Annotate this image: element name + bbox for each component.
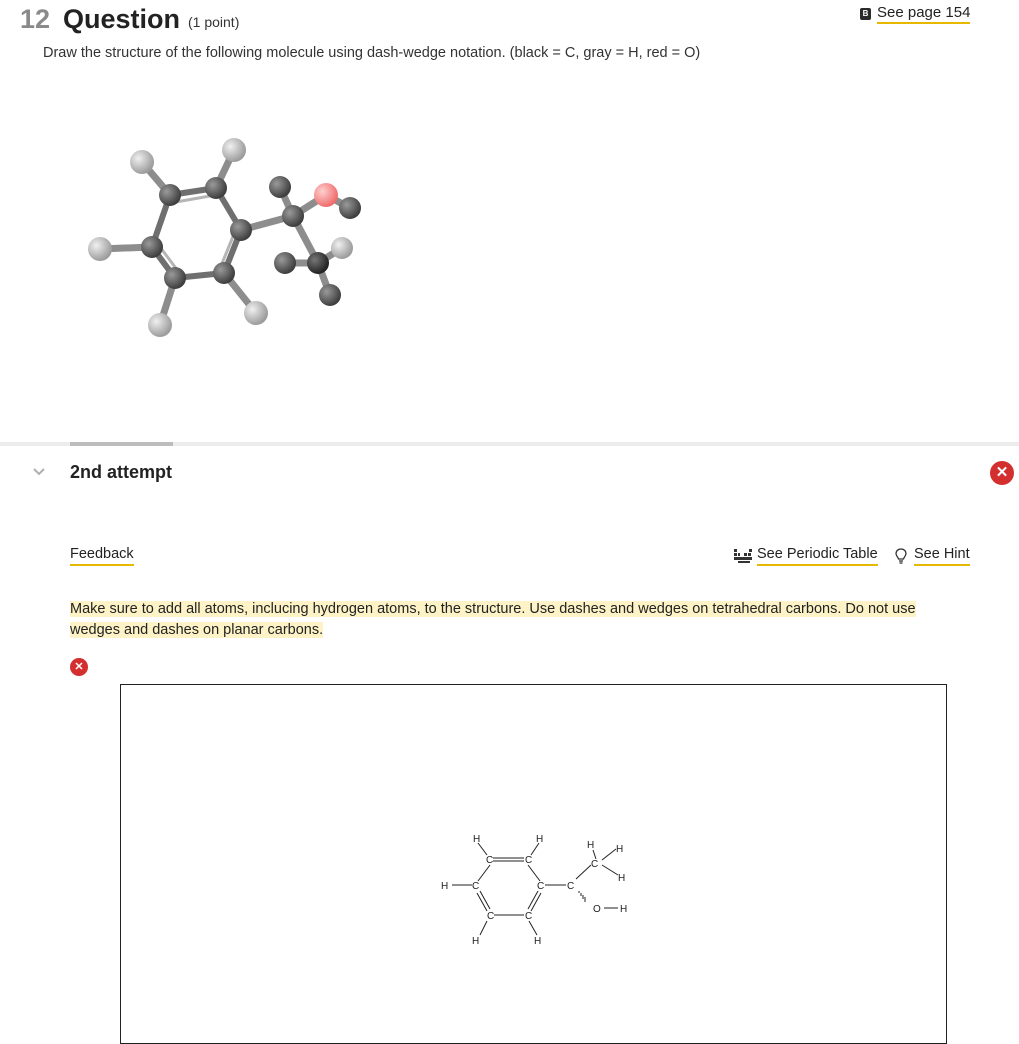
see-hint-link[interactable] [895,546,970,566]
atom-label: C [487,911,495,922]
question-points: (1 point) [188,14,240,30]
atom-label: H [587,840,595,851]
atom-label: H [472,936,480,947]
x-circle-icon: ✕ [990,461,1014,485]
atom-label: H [441,881,449,892]
question-number: 12 [20,4,51,34]
attempt-tab-indicator [70,442,173,446]
periodic-table-icon [734,549,752,563]
atom-label: C [525,855,533,866]
atom-label: C [591,859,599,870]
feedback-link[interactable]: Feedback [70,546,134,566]
atom-label: H [618,873,626,884]
see-periodic-table-link[interactable] [734,546,878,566]
hint-label[interactable]: See Hint [914,546,970,566]
atom-label: H [534,936,542,947]
chevron-down-icon[interactable] [30,462,48,480]
attempt-label[interactable]: 2nd attempt [70,462,173,482]
feedback-message-text: Make sure to add all atoms, inclucing hydrogen atoms, to the structure. Use dashes and wedges on tetrahedral carbons. Do not use wedges and dashes on planar carbons. [70,601,916,638]
question-title: Question [63,4,181,34]
atom-label: H [616,844,624,855]
question-prompt: Draw the structure of the following molecule using dash-wedge notation. (black = C, gray = H, red = O) [43,45,701,61]
atom-label: C [472,881,480,892]
feedback-message [70,599,950,641]
atom-label: H [473,835,481,845]
lightbulb-icon [895,548,907,564]
periodic-table-label[interactable]: See Periodic Table [757,546,878,566]
atom-label: C [537,881,545,892]
atom-label: H [536,835,544,845]
atom-label: C [525,911,533,922]
atom-label: H [620,904,628,915]
see-page-link[interactable] [860,4,970,24]
atom-label: O [593,904,601,915]
drawing-canvas[interactable] [120,684,947,1044]
submitted-structure [436,835,646,975]
atom-label: C [486,855,494,866]
molecule-3d-model [80,130,380,350]
atom-label: C [567,881,575,892]
book-icon: B [860,8,871,20]
x-circle-small-icon: ✕ [70,658,88,676]
see-page-label[interactable]: See page 154 [877,4,970,24]
